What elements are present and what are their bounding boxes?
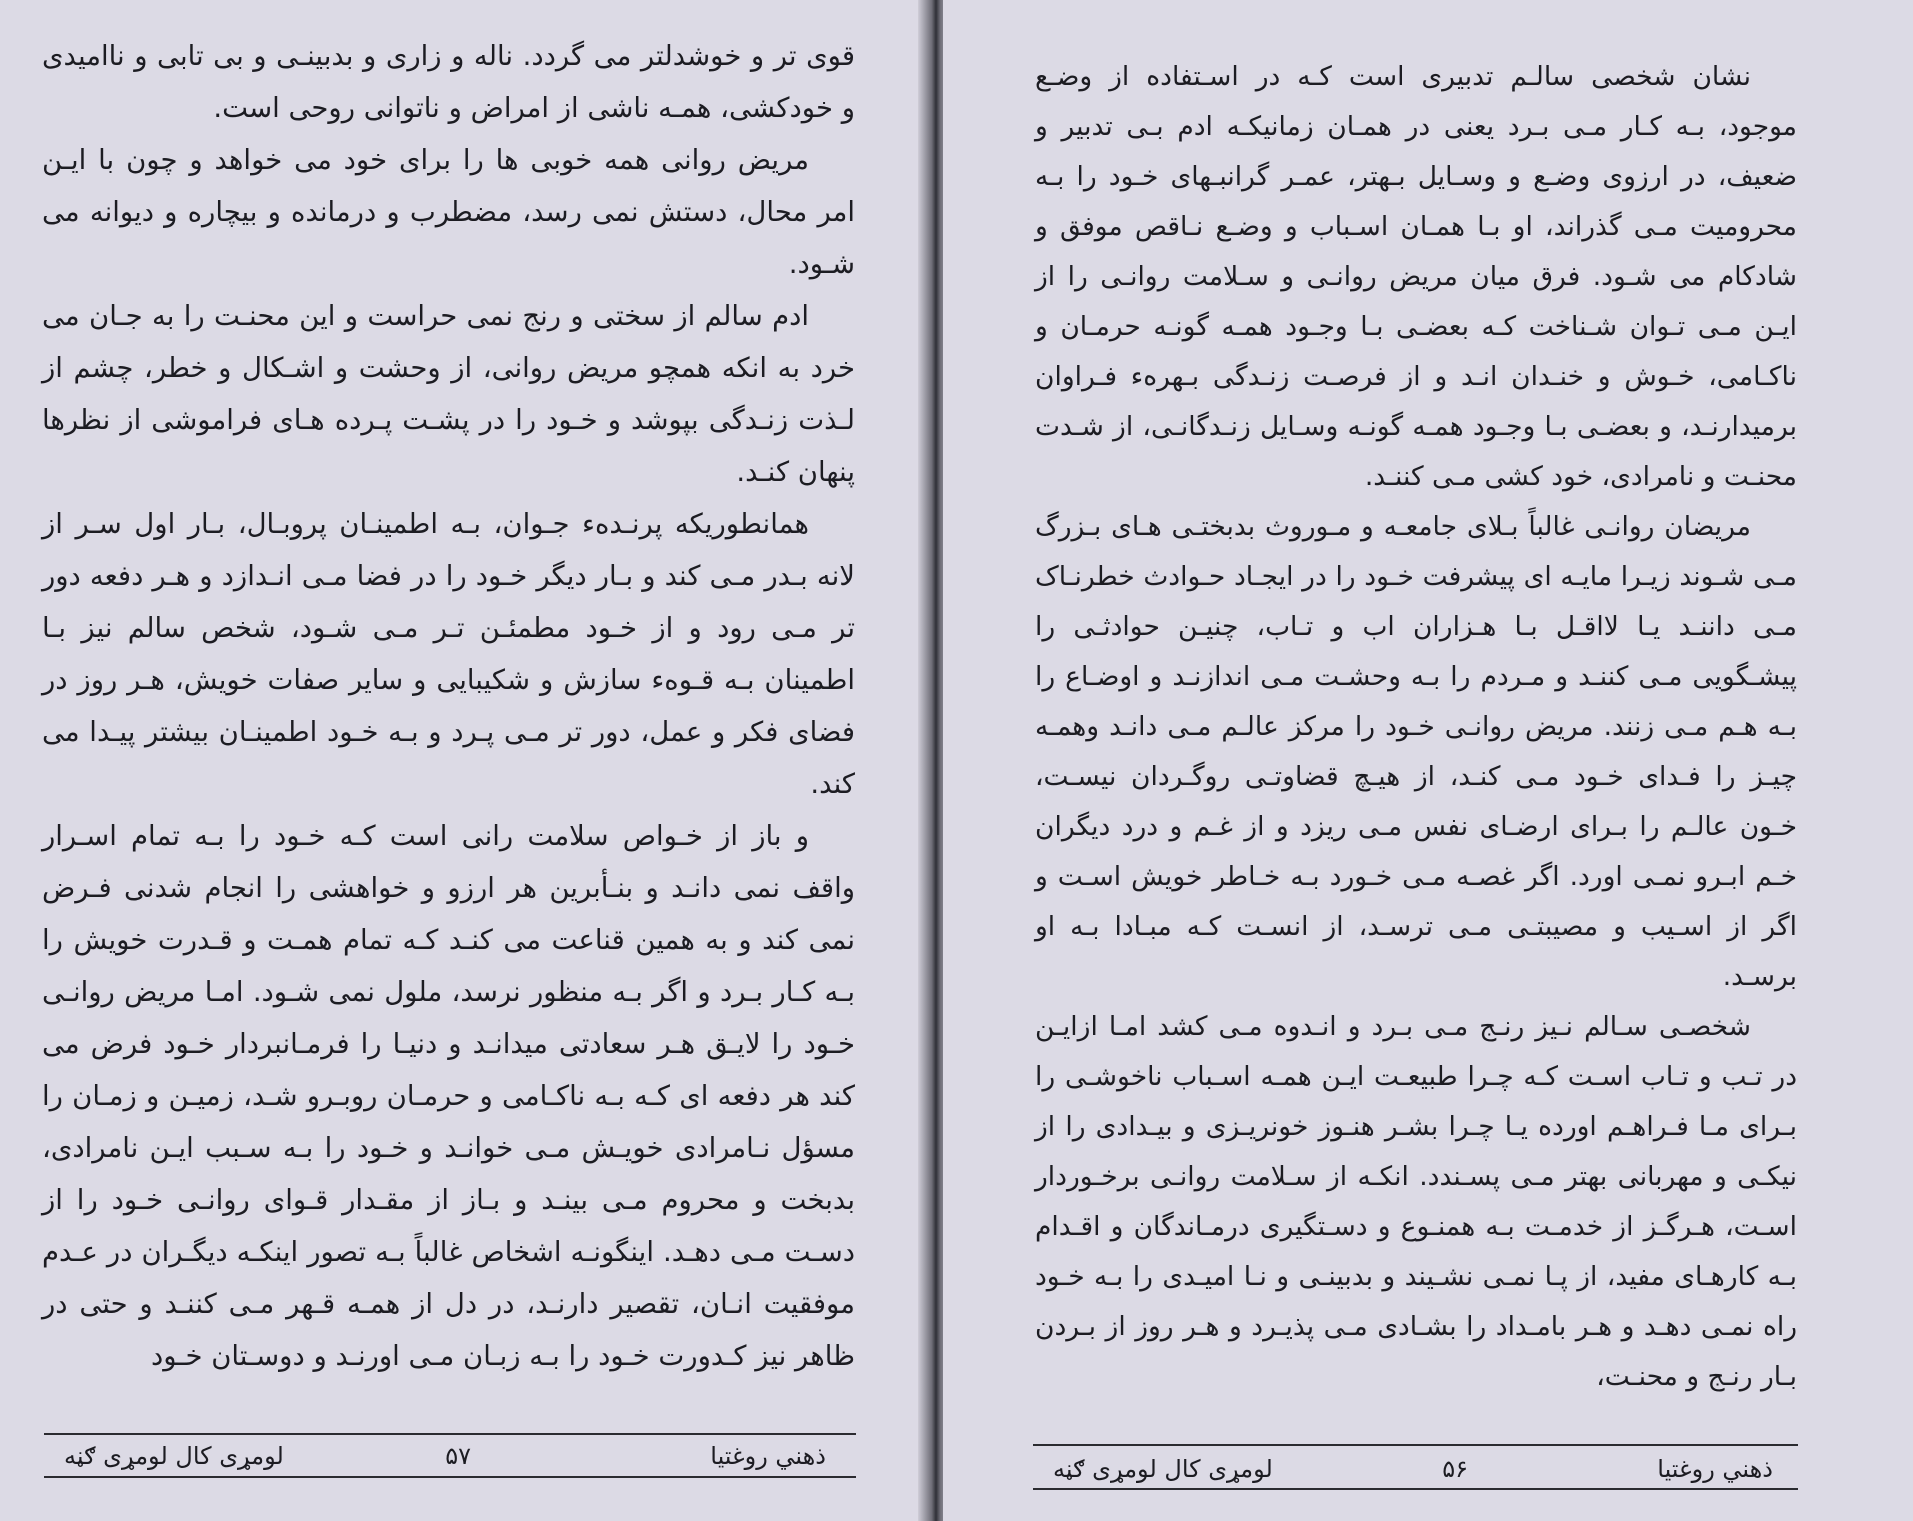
footer-series-title: لومړی کال لومړی ګڼه [64,1442,284,1470]
left-page-body [42,30,855,1382]
footer-series-title: لومړی کال لومړی ګڼه [1053,1455,1273,1483]
left-page-footer [44,1441,856,1471]
paragraph: شخصـی سـالم نـیز رنـج مـی بـرد و انـدوه مـی کشد امـا ازایـن در تـب و تـاب اسـت کـه چـرا طبیعـت ایـن همـه اسـباب ناخوشـی را بـرای مـا فـراهـم اورده یـا چـرا بشـر هنـوز خونریـزی و بیـدادی را از نیکـی و مهربانی بهتر مـی پسـندد. انکـه از سـلامت روانـی برخـوردار اسـت، هـرگـز از خدمـت بـه همنـوع و دسـتگیری درمـاندگان و اقـدام بـه کارهـای مفید، از پـا نمـی نشـیند و بدبینـی و نـا امیـدی را بـه خـود راه نمـی دهـد و هـر بامـداد را بشـادی مـی پذیـرد و هـر روز از بـردن بـار رنـج و محنـت، [1035,1011,1797,1392]
paragraph: همانطوریکه پرنـده‌ء جـوان، بـه اطمینـان پروبـال، بـار اول سـر از لانه بـدر مـی کند و بـار دیگر خـود را در فضا مـی انـدازد و هـر دفعه دور تر مـی رود و از خـود مطمئـن تـر مـی شـود، شخص سالم نیز بـا اطمینان بـه قـوه‌ء سازش و شکیبایی و سایر صفات خویش، هـر روز در فضای فکر و عمل، دور تر مـی پـرد و بـه خـود اطمینـان بیشتر پیـدا می کند. [42,508,855,800]
paragraph: مریضان روانـی غالباً بـلای جامعـه و مـوروث بدبختـی هـای بـزرگ مـی شـوند زیـرا مایـه ای پیشرفت خـود را در ایجـاد حـوادث خطرنـاک مـی داننـد یـا لااقـل بـا هـزاران اب و تـاب، چنیـن حوادثـی را پیشـگویی مـی کننـد و مـردم را بـه وحشـت مـی اندازنـد و اوضـاع را بـه هـم مـی زنند. مریض روانـی خـود را مرکز عالـم مـی دانـد وهمـه چیـز را فـدای خـود مـی کنـد، از هیـچ قضاوتـی روگـردان نیسـت، خـون عالـم را بـرای ارضـای نفس مـی ریزد و از غـم و درد دیگران خـم ابـرو نمـی اورد. اگر غصـه مـی خـورد بـه خـاطر خویش اسـت و اگر از اسـیب و مصیبتـی مـی ترسـد، از انسـت کـه مبـادا بـه او برسـد. [1035,511,1797,992]
paragraph: نشان شخصی سالـم تدبیری است کـه در اسـتفاده از وضـع موجود، بـه کـار مـی بـرد یعنی در همـان زمانیکـه ادم بـی تدبیر و ضعیف، در ارزوی وضـع و وسـایل بـهتر، عمـر گرانبـهای خـود را بـه محرومیت مـی گذراند، او بـا همـان اسـباب و وضـع نـاقص موفق و شادکام می شـود. فرق میان مریض روانـی و سـلامت روانـی را از ایـن مـی تـوان شـناخت کـه بعضـی بـا وجـود همـه گونـه حرمـان و ناکـامی، خـوش و خنـدان انـد و از فرصـت زنـدگی بـهره‌ء فـراوان برمیدارنـد، و بعضـی بـا وجـود همـه گونـه وسـایل زنـدگانـی، از شـدت محنـت و نامرادی، خود کشی مـی کننـد. [1035,61,1797,492]
footer-page-number: ۵۶ [1442,1455,1468,1483]
footer-rule-bottom [1033,1488,1798,1490]
right-page-footer [1033,1454,1798,1484]
footer-book-title: ذهني روغتيا [1657,1455,1773,1483]
footer-rule-top [1033,1444,1798,1446]
paragraph: قوی تر و خوشدلتر می گردد. ناله و زاری و بدبینـی و بی تابی و ناامیدی و خودکشی، همـه ناشی از امراض و ناتوانی روحی است. [42,40,855,124]
footer-page-number: ۵۷ [445,1442,471,1470]
paragraph: مریض روانی همه خوبی ها را برای خود می خواهد و چون با ایـن امر محال، دستش نمی رسد، مضطرب و درمانده و بیچاره و دیوانه می شـود. [42,144,855,280]
left-page [0,0,930,1521]
right-page [943,0,1913,1521]
footer-book-title: ذهني روغتيا [710,1442,826,1470]
paragraph: ادم سالم از سختی و رنج نمی حراست و این محنـت را به جـان می خرد به انکه همچو مریض روانی، از وحشت و اشـکال و خطر، چشم از لـذت زنـدگی بپوشد و خـود را در پشـت پـرده هـای فراموشی از نظرها پنهان کنـد. [42,300,855,488]
paragraph: و باز از خـواص سلامت رانی است کـه خـود را بـه تمام اسـرار واقف نمی دانـد و بنـأبرین هر ارزو و خواهشی را انجام شدنی فـرض نمی کند و به همین قناعت می کنـد کـه تمام همـت و قـدرت خویش را بـه کـار بـرد و اگر بـه منظور نرسد، ملول نمی شـود. امـا مریض روانـی خـود را لایـق هـر سعادتی میدانـد و دنیـا را فرمـانبردار خـود فرض می کند هر دفعه ای کـه بـه ناکـامی و حرمـان روبـرو شـد، زمیـن و زمـان را مسؤل نـامرادی خویـش مـی خوانـد و خـود را بـه سـبب ایـن نامرادی، بدبخت و محروم مـی بینـد و بـاز از مقـدار قـوای روانـی خـود را از دسـت مـی دهـد. اینگونـه اشخاص غالباً بـه تصور اینکـه دیگـران در عـدم موفقیت انـان، تقصیر دارنـد، در دل از همـه قـهر مـی کننـد و حتی در ظاهر نیز کـدورت خـود را بـه زبـان مـی اورنـد و دوسـتان خـود [42,820,855,1372]
footer-rule-top [44,1433,856,1435]
right-page-body [1035,52,1797,1402]
footer-rule-bottom [44,1476,856,1478]
